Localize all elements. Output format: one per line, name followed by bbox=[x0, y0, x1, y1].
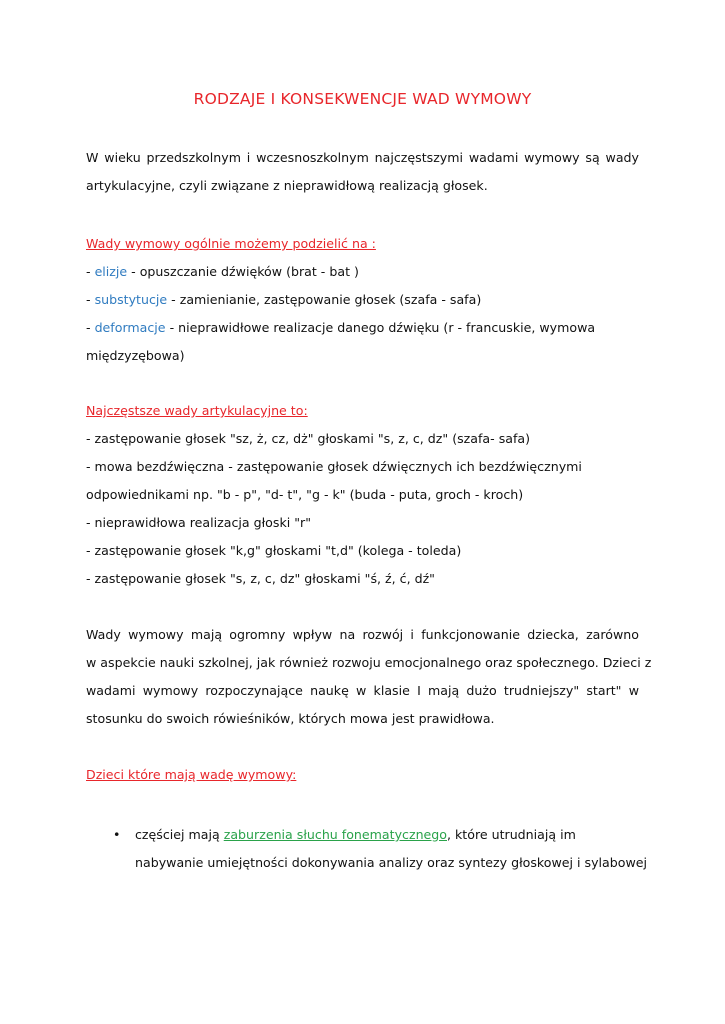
children-heading: Dzieci które mają wadę wymowy: bbox=[86, 767, 297, 782]
term-elizje: elizje bbox=[94, 264, 128, 279]
common-item: - nieprawidłowa realizacja głoski "r" bbox=[86, 515, 311, 530]
item-desc: - nieprawidłowe realizacje danego dźwięku (r - francuskie, wymowa bbox=[165, 320, 596, 335]
common-item: odpowiednikami np. "b - p", "d- t", "g - k" (buda - puta, groch - kroch) bbox=[86, 487, 524, 502]
common-section bbox=[86, 397, 639, 593]
intro-line: W wieku przedszkolnym i wczesnoszkolnym najczęstszymi wadami wymowy są wady bbox=[86, 150, 639, 165]
bullet-text-end: , które utrudniają im bbox=[447, 827, 576, 842]
children-section bbox=[86, 761, 639, 789]
item-prefix: - bbox=[86, 320, 95, 335]
common-item: - zastępowanie głosek "k,g" głoskami "t,d" (kolega - toleda) bbox=[86, 543, 462, 558]
item-desc: - opuszczanie dźwięków (brat - bat ) bbox=[127, 264, 359, 279]
intro-line: artykulacyjne, czyli związane z nieprawidłową realizacją głosek. bbox=[86, 178, 488, 193]
item-prefix: - bbox=[86, 292, 95, 307]
types-item bbox=[86, 258, 639, 286]
types-item bbox=[86, 286, 639, 314]
common-item: - zastępowanie głosek "s, z, c, dz" głoskami "ś, ź, ć, dź" bbox=[86, 571, 435, 586]
types-section bbox=[86, 230, 639, 370]
bullet-text: częściej mają bbox=[135, 827, 224, 842]
children-bullet-item bbox=[113, 821, 647, 877]
term-deformacje: deformacje bbox=[94, 320, 166, 335]
impact-line: stosunku do swoich rówieśników, których mowa jest prawidłowa. bbox=[86, 711, 495, 726]
types-item bbox=[86, 314, 639, 342]
common-item: - mowa bezdźwięczna - zastępowanie głosek dźwięcznych ich bezdźwięcznymi bbox=[86, 459, 582, 474]
bullet-continuation: nabywanie umiejętności dokonywania analizy oraz syntezy głoskowej i sylabowej bbox=[135, 855, 648, 870]
term-substytucje: substytucje bbox=[94, 292, 168, 307]
intro-paragraph bbox=[86, 144, 639, 200]
common-item: - zastępowanie głosek "sz, ż, cz, dż" głoskami "s, z, c, dz" (szafa- safa) bbox=[86, 431, 531, 446]
types-heading: Wady wymowy ogólnie możemy podzielić na : bbox=[86, 236, 376, 251]
page-title: RODZAJE I KONSEKWENCJE WAD WYMOWY bbox=[193, 90, 532, 108]
item-prefix: - bbox=[86, 264, 95, 279]
item-desc: - zamienianie, zastępowanie głosek (szafa - safa) bbox=[167, 292, 482, 307]
impact-line: wadami wymowy rozpoczynające naukę w klasie I mają dużo trudniejszy" start" w bbox=[86, 683, 639, 698]
bullet-icon: • bbox=[113, 827, 121, 842]
phonemic-hearing-link[interactable]: zaburzenia słuchu fonematycznego bbox=[223, 827, 447, 842]
impact-line: w aspekcie nauki szkolnej, jak również rozwoju emocjonalnego oraz społecznego. Dzieci z bbox=[86, 655, 652, 670]
common-heading: Najczęstsze wady artykulacyjne to: bbox=[86, 403, 308, 418]
impact-line: Wady wymowy mają ogromny wpływ na rozwój i funkcjonowanie dziecka, zarówno bbox=[86, 627, 639, 642]
impact-paragraph bbox=[86, 621, 652, 733]
types-item-continuation: międzyzębowa) bbox=[86, 348, 185, 363]
